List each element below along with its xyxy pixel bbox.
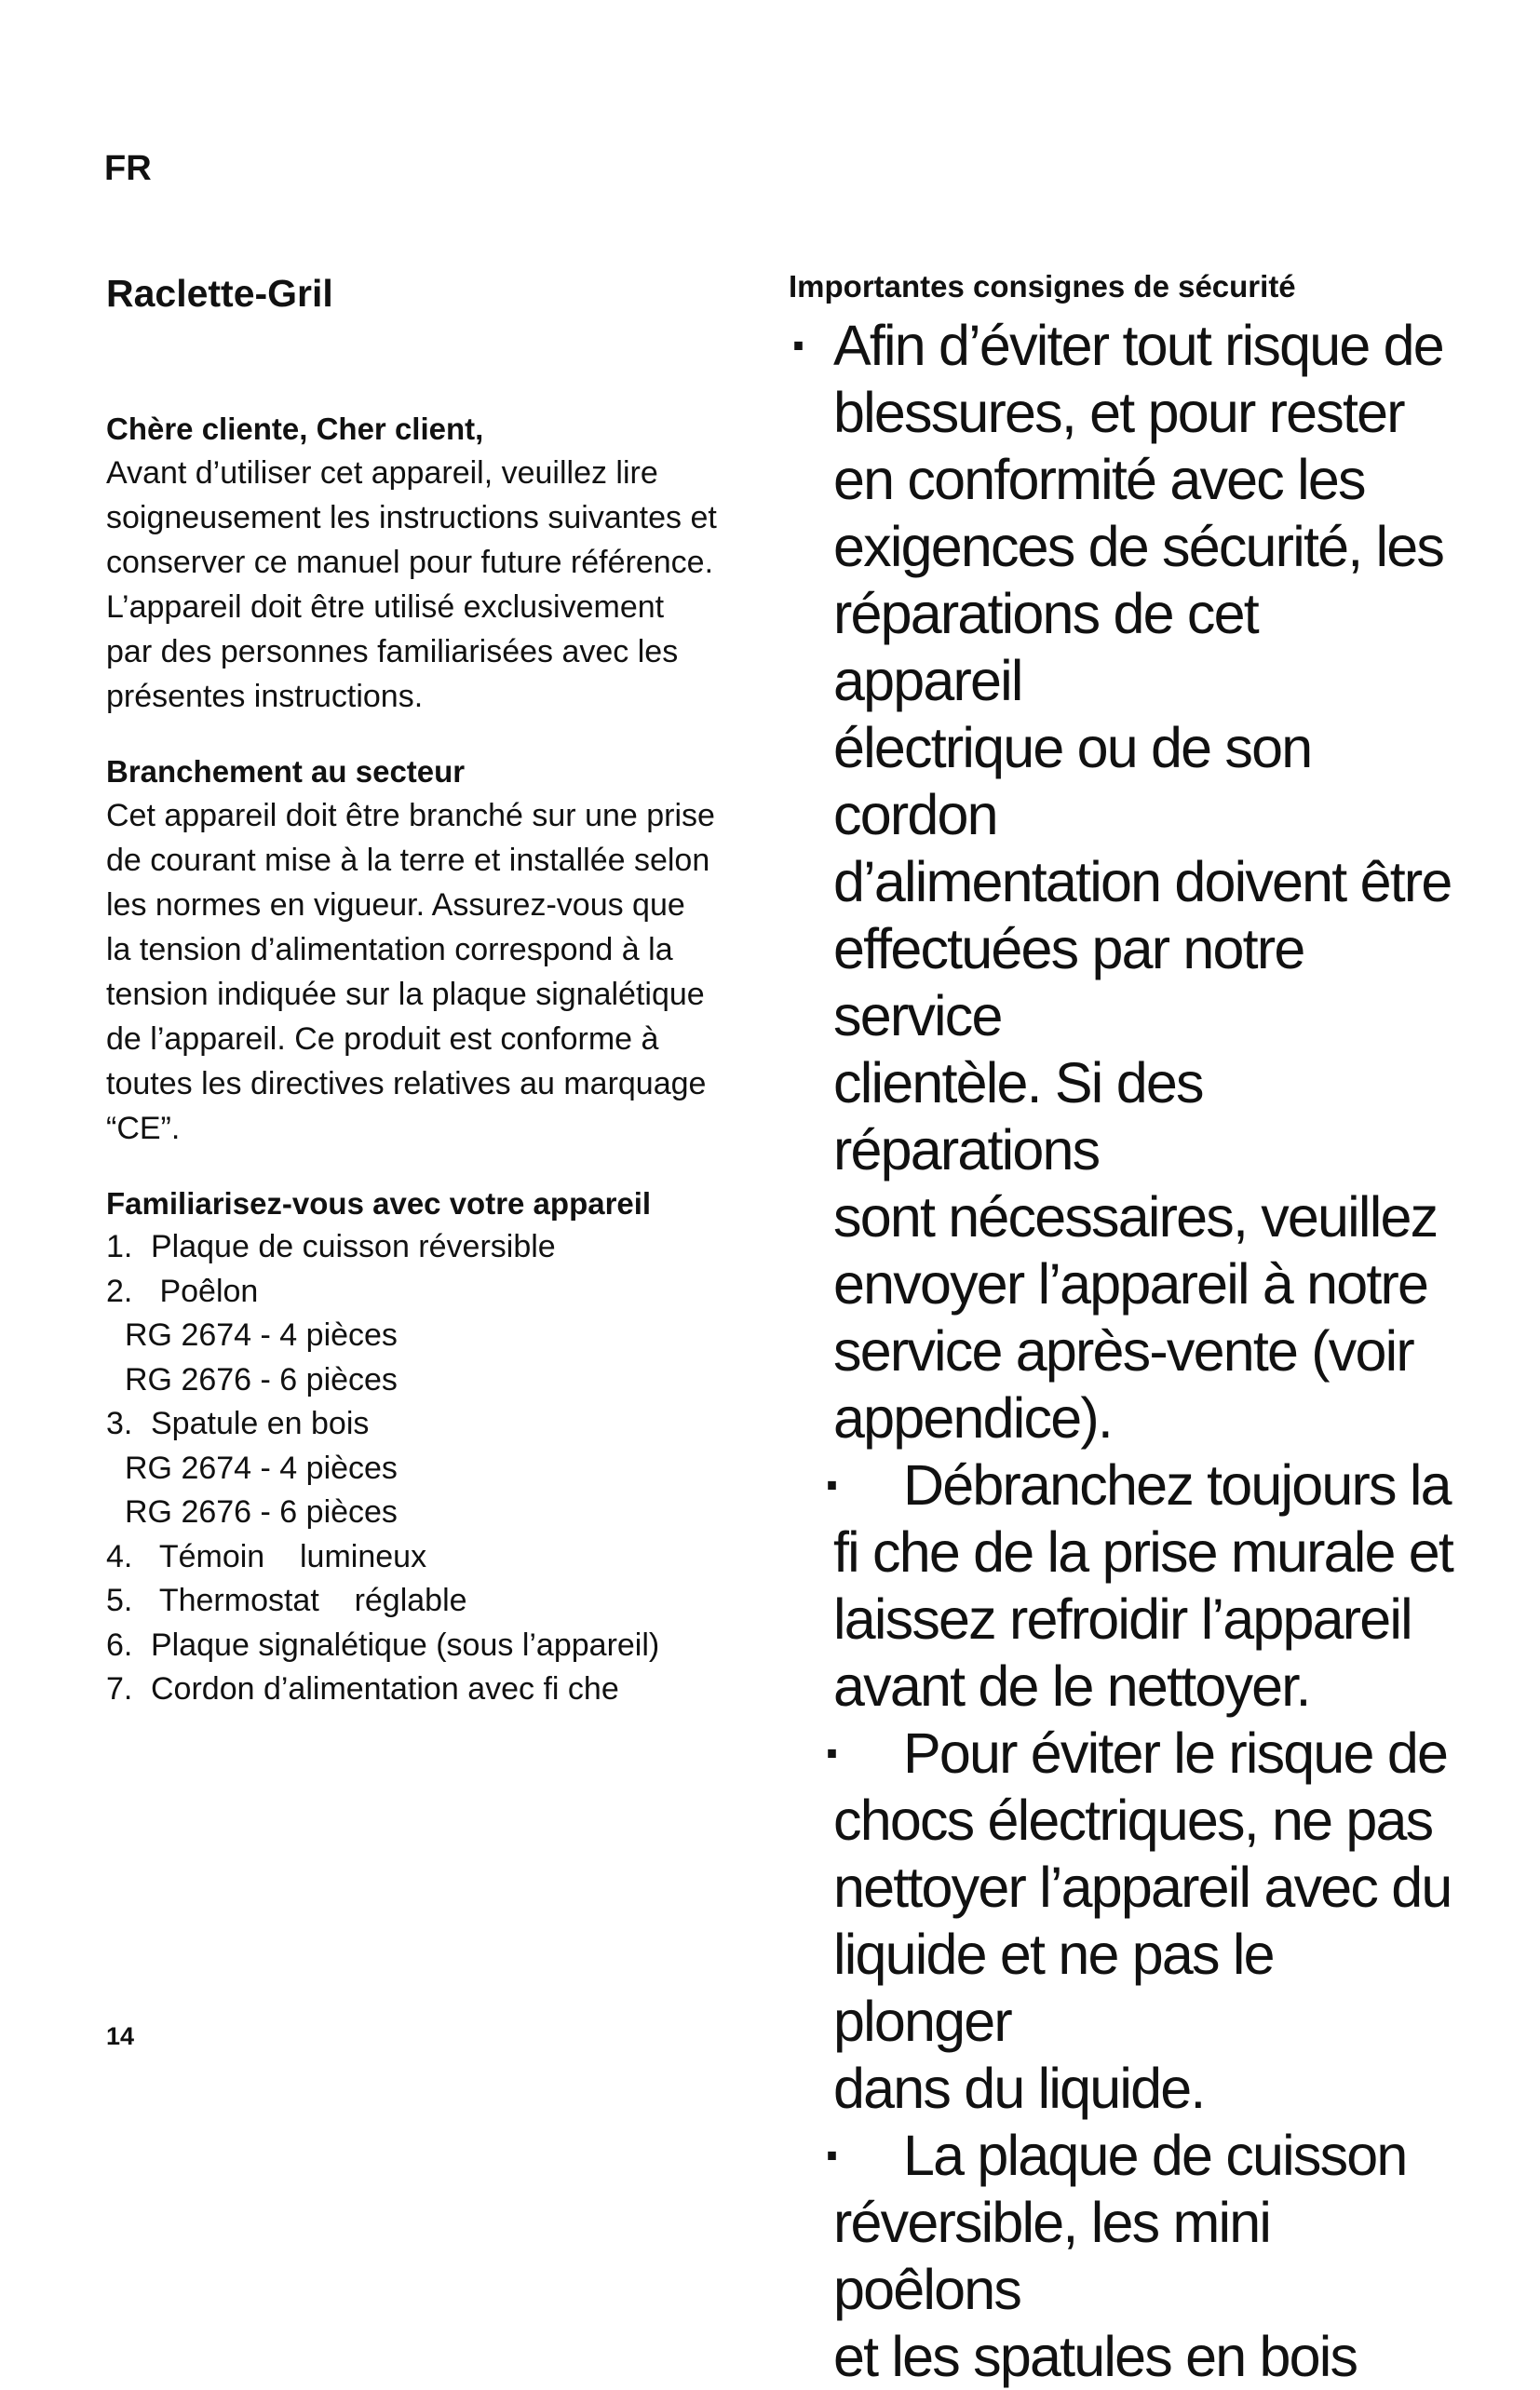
language-code: FR bbox=[104, 149, 152, 188]
text-line: Avant d’utiliser cet appareil, veuillez lire bbox=[106, 455, 658, 491]
text-line: liquide et ne pas le plonger bbox=[833, 1923, 1274, 2053]
safety-item bbox=[789, 2122, 1459, 2390]
text-line: conserver ce manuel pour future référence. bbox=[106, 545, 714, 580]
parts-section bbox=[106, 1182, 758, 1712]
text-line: “CE”. bbox=[106, 1111, 181, 1146]
bullet-icon: · bbox=[824, 1722, 842, 1785]
safety-item bbox=[789, 1452, 1459, 1720]
item-text: Témoin lumineux bbox=[158, 1538, 427, 1574]
list-item bbox=[106, 1668, 758, 1712]
text-line: de courant mise à la terre et installée selon bbox=[106, 843, 710, 878]
text-line: effectuées par notre service bbox=[833, 917, 1304, 1047]
item-number: 2. bbox=[106, 1273, 133, 1309]
text-line: électrique ou de son cordon bbox=[833, 716, 1312, 846]
greeting-heading: Chère cliente, Cher client, bbox=[106, 412, 484, 446]
item-number: 6. bbox=[106, 1627, 133, 1663]
text-line: tension indiquée sur la plaque signalétique bbox=[106, 977, 705, 1012]
item-number: 4. bbox=[106, 1538, 133, 1574]
list-subitem: RG 2676 - 6 pièces bbox=[125, 1361, 398, 1398]
list-item bbox=[106, 1535, 758, 1580]
text-line: présentes instructions. bbox=[106, 679, 424, 714]
text-line: avant de le nettoyer. bbox=[833, 1654, 1310, 1718]
item-text: Poêlon bbox=[159, 1273, 259, 1309]
text-line: L’appareil doit être utilisé exclusivement bbox=[106, 589, 665, 625]
item-number: 3. bbox=[106, 1406, 133, 1441]
text-line: la tension d’alimentation correspond à la bbox=[106, 932, 673, 967]
safety-list bbox=[789, 312, 1459, 2390]
mains-heading: Branchement au secteur bbox=[106, 754, 466, 789]
item-number: 5. bbox=[106, 1583, 133, 1618]
mains-section bbox=[106, 750, 758, 1151]
text-line: appendice). bbox=[833, 1386, 1112, 1450]
item-number: 7. bbox=[106, 1671, 133, 1707]
text-line: laissez refroidir l’appareil bbox=[833, 1587, 1412, 1651]
text-line: soigneusement les instructions suivantes et bbox=[106, 500, 717, 535]
text-line: les normes en vigueur. Assurez-vous que bbox=[106, 887, 685, 923]
page-number: 14 bbox=[106, 2022, 135, 2050]
safety-item-first-line: Pour éviter le risque de bbox=[903, 1722, 1448, 1785]
item-number: 1. bbox=[106, 1229, 133, 1264]
text-line: exigences de sécurité, les bbox=[833, 515, 1444, 578]
item-text: Cordon d’alimentation avec fi che bbox=[151, 1671, 619, 1707]
safety-item bbox=[789, 1720, 1459, 2122]
item-text: Spatule en bois bbox=[151, 1406, 370, 1441]
greeting-section bbox=[106, 408, 758, 719]
safety-heading: Importantes consignes de sécurité bbox=[789, 269, 1296, 304]
mains-text bbox=[106, 793, 758, 1151]
text-line: en conformité avec les bbox=[833, 448, 1365, 511]
text-line: et les spatules en bois bbox=[833, 2325, 1358, 2388]
list-subitem: RG 2674 - 4 pièces bbox=[125, 1317, 398, 1353]
parts-list bbox=[106, 1225, 758, 1712]
list-item bbox=[106, 1225, 758, 1270]
text-line: blessures, et pour rester bbox=[833, 381, 1404, 444]
page-title: Raclette-Gril bbox=[106, 272, 333, 315]
bullet-icon: · bbox=[824, 1453, 842, 1517]
item-text: Plaque signalétique (sous l’appareil) bbox=[151, 1627, 660, 1663]
text-line: envoyer l’appareil à notre bbox=[833, 1252, 1428, 1316]
text-line: chocs électriques, ne pas bbox=[833, 1789, 1433, 1852]
list-item bbox=[106, 1270, 758, 1315]
bullet-icon: · bbox=[824, 2124, 842, 2187]
parts-heading: Familiarisez-vous avec votre appareil bbox=[106, 1186, 652, 1221]
text-line: Cet appareil doit être branché sur une prise bbox=[106, 798, 715, 833]
left-column bbox=[106, 270, 758, 1744]
safety-item bbox=[789, 312, 1459, 1452]
text-line: clientèle. Si des réparations bbox=[833, 1051, 1203, 1181]
bullet-icon: · bbox=[790, 314, 808, 377]
text-line: sont nécessaires, veuillez bbox=[833, 1185, 1438, 1249]
text-line: d’alimentation doivent être bbox=[833, 850, 1452, 913]
safety-item-first-line: Afin d’éviter tout risque de bbox=[833, 314, 1443, 377]
list-item bbox=[106, 1624, 758, 1668]
text-line: de l’appareil. Ce produit est conforme à bbox=[106, 1021, 659, 1057]
text-line: nettoyer l’appareil avec du bbox=[833, 1856, 1452, 1919]
text-line: réparations de cet appareil bbox=[833, 582, 1258, 712]
text-line: fi che de la prise murale et bbox=[833, 1520, 1453, 1584]
safety-item-first-line: Débranchez toujours la bbox=[903, 1453, 1451, 1517]
list-item bbox=[106, 1402, 758, 1447]
text-line: dans du liquide. bbox=[833, 2057, 1205, 2120]
safety-item-first-line: La plaque de cuisson bbox=[903, 2124, 1407, 2187]
list-item bbox=[106, 1579, 758, 1624]
right-column bbox=[789, 265, 1459, 2390]
list-subitem: RG 2674 - 4 pièces bbox=[125, 1450, 398, 1486]
text-line: réversible, les mini poêlons bbox=[833, 2191, 1271, 2321]
greeting-text bbox=[106, 451, 758, 719]
text-line: par des personnes familiarisées avec les bbox=[106, 634, 679, 669]
text-line: toutes les directives relatives au marquage bbox=[106, 1066, 707, 1101]
text-line: service après-vente (voir bbox=[833, 1319, 1413, 1383]
list-subitem: RG 2676 - 6 pièces bbox=[125, 1494, 398, 1530]
item-text: Thermostat réglable bbox=[158, 1583, 467, 1618]
item-text: Plaque de cuisson réversible bbox=[151, 1229, 556, 1264]
